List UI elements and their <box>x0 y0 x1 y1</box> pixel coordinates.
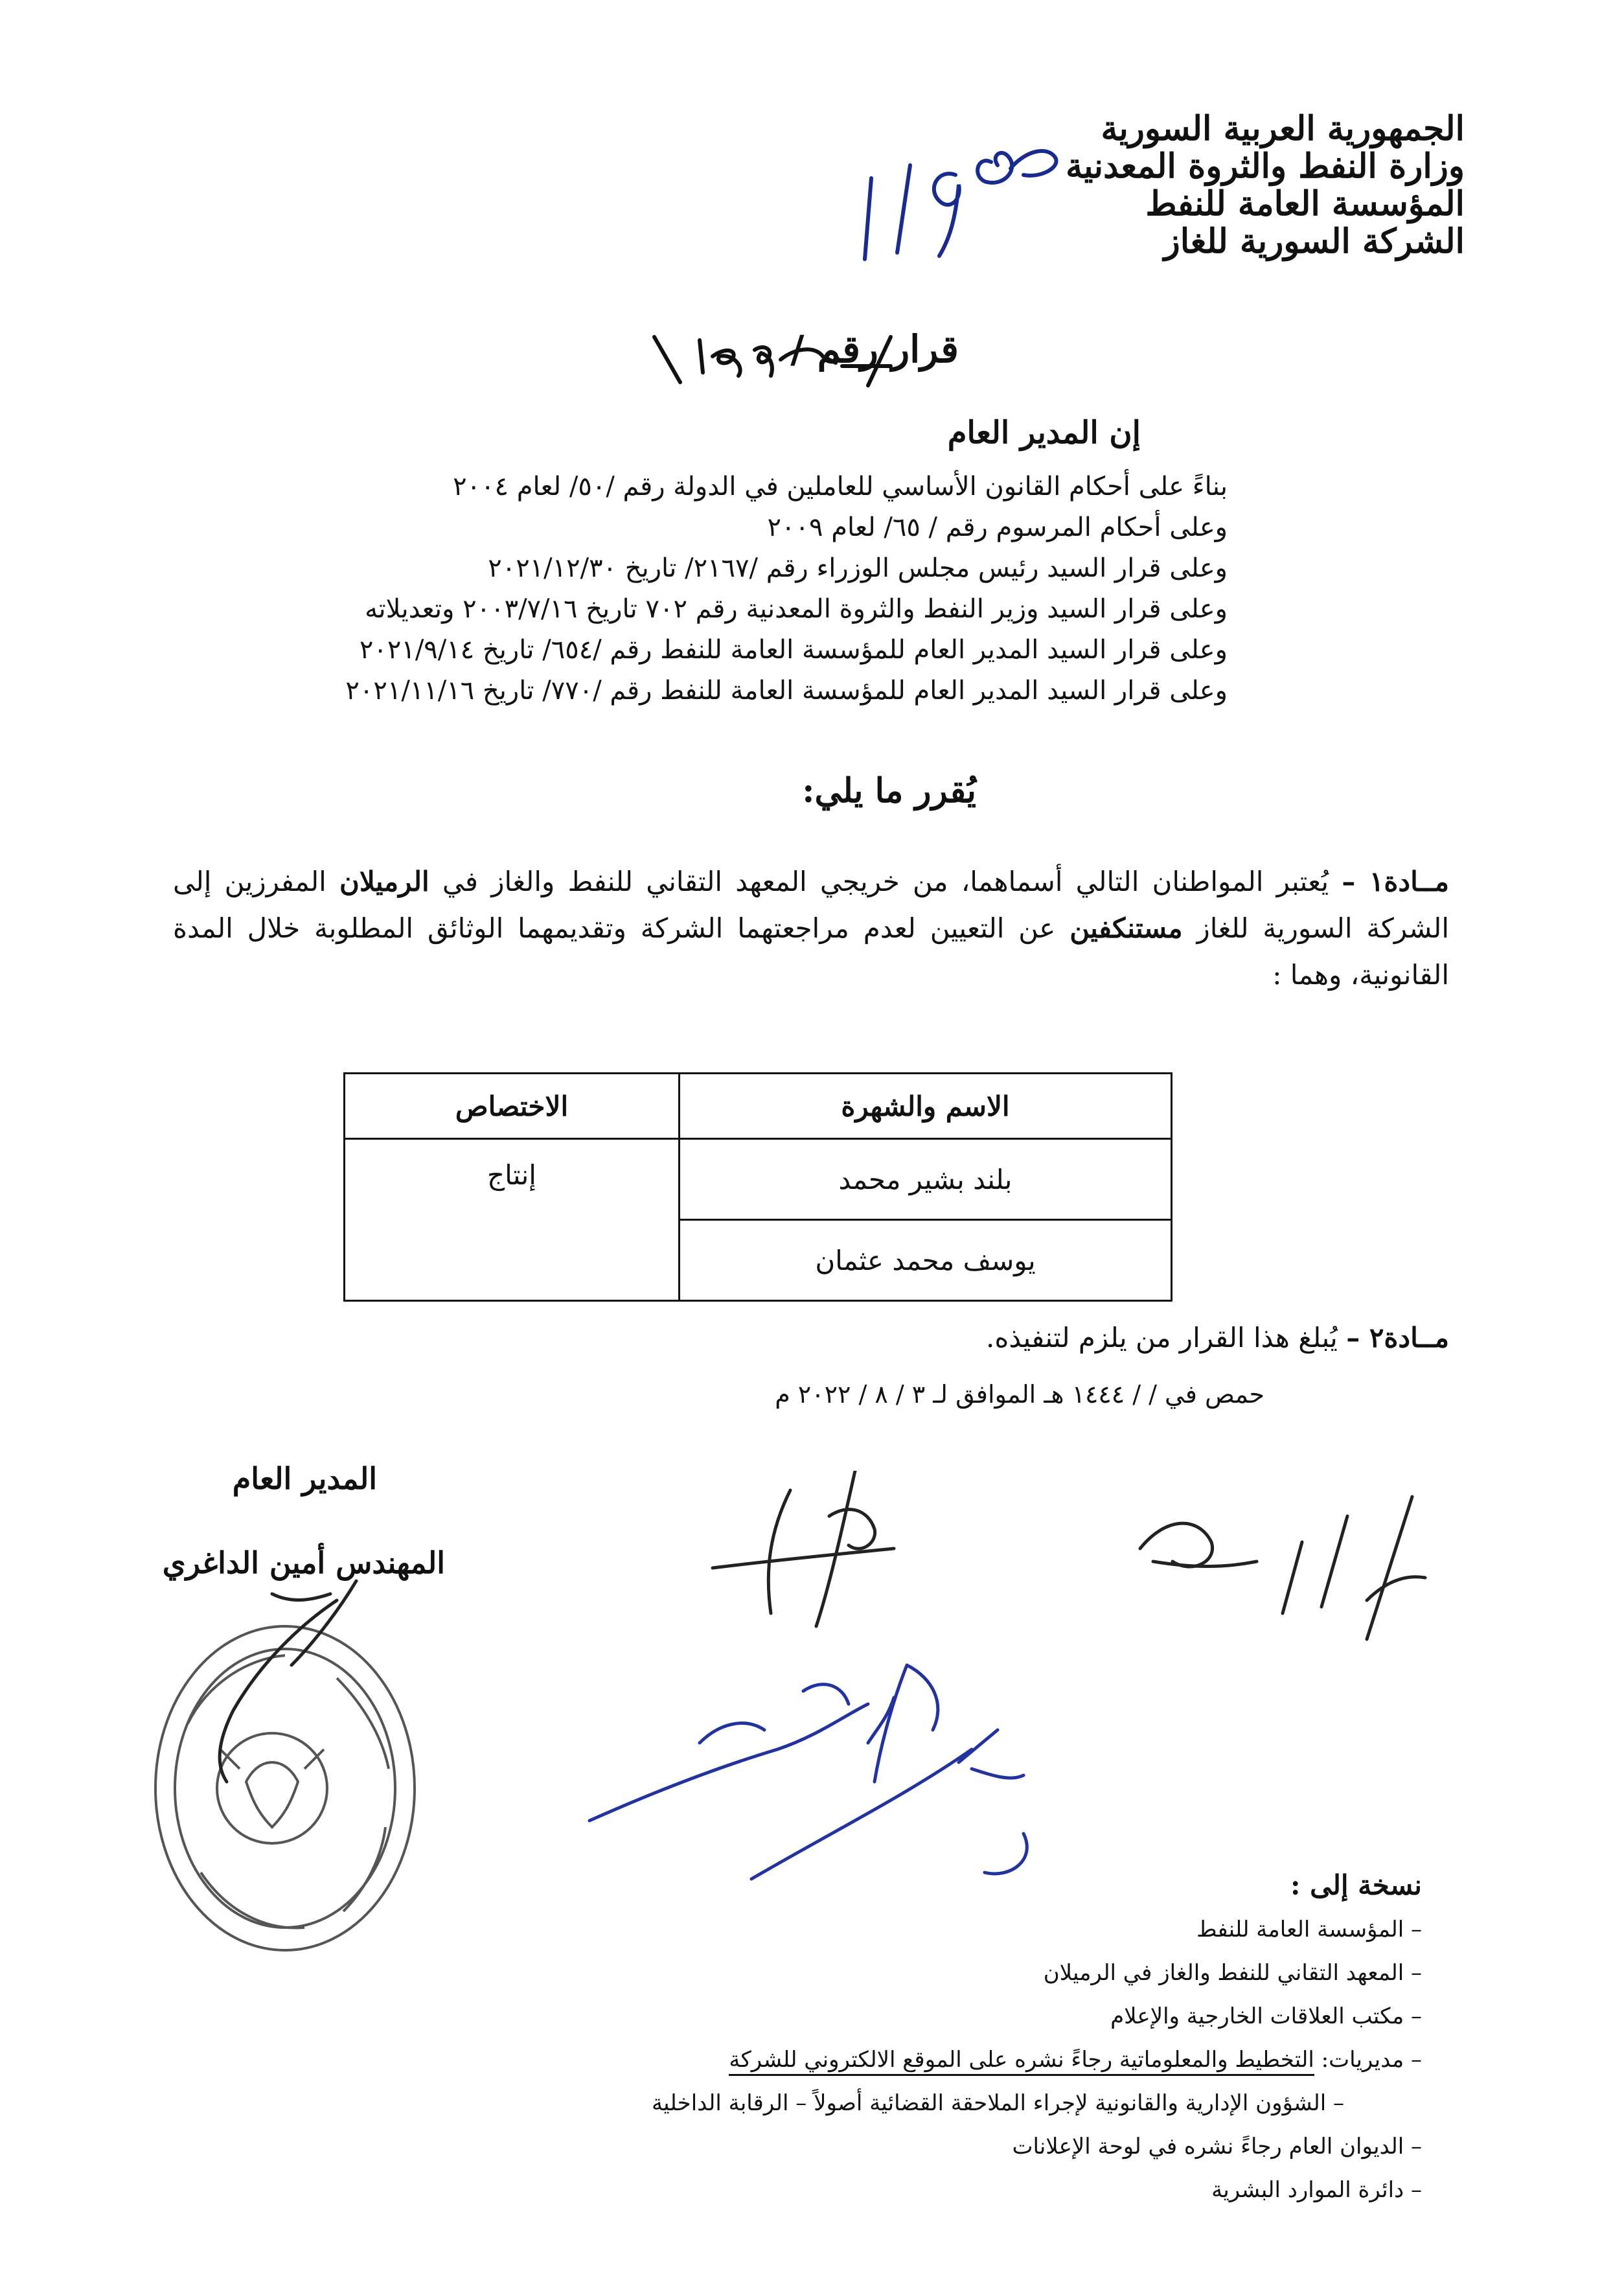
article-1-place: الرميلان <box>339 866 429 897</box>
article-2 <box>986 1322 1449 1353</box>
column-header-name: الاسم والشهرة <box>680 1074 1172 1139</box>
article-2-text: يُبلغ هذا القرار من يلزم لتنفيذه. <box>986 1322 1347 1353</box>
signatory-title: المدير العام <box>232 1461 377 1496</box>
decides-heading: يُقرر ما يلي: <box>802 771 976 811</box>
preamble-line: بناءً على أحكام القانون الأساسي للعاملين في الدولة رقم /٥٠/ لعام ٢٠٠٤ <box>453 472 1228 501</box>
issuer-heading: إن المدير العام <box>947 415 1141 451</box>
list-item: – المعهد التقاني للنفط والغاز في الرميلان <box>1043 1960 1422 1986</box>
table-header-row <box>345 1074 1172 1139</box>
handwritten-annotations <box>570 1471 1490 1911</box>
issue-date: حمص في / / ١٤٤٤ هـ الموافق لـ ٣ / ٨ / ٢٠٢٢ م <box>775 1380 1264 1409</box>
cell-name: بلند بشير محمد <box>680 1139 1172 1220</box>
preamble-line: وعلى قرار السيد المدير العام للمؤسسة العامة للنفط رقم /٦٥٤/ تاريخ ٢٠٢١/٩/١٤ <box>359 635 1228 665</box>
table-row <box>345 1139 1172 1220</box>
cell-name: يوسف محمد عثمان <box>680 1220 1172 1301</box>
copies-heading: نسخة إلى : <box>1290 1869 1422 1901</box>
list-item: – الديوان العام رجاءً نشره في لوحة الإعلانات <box>1012 2134 1422 2160</box>
article-2-label: مــادة٢ – <box>1346 1322 1449 1353</box>
graduates-table <box>343 1072 1172 1302</box>
list-item: – المؤسسة العامة للنفط <box>1196 1917 1422 1942</box>
list-item <box>256 2038 1422 2082</box>
column-header-specialty: الاختصاص <box>345 1074 680 1139</box>
list-item: – دائرة الموارد البشرية <box>1211 2177 1422 2203</box>
letterhead-company: الشركة السورية للغاز <box>1163 222 1465 261</box>
article-1-text: يُعتبر المواطنان التالي أسماهما، من خريجي المعهد التقاني للنفط والغاز في <box>429 866 1342 897</box>
handwritten-incoming-number <box>842 130 1062 266</box>
decision-number-handwritten <box>641 327 900 392</box>
decision-title <box>635 327 959 392</box>
article-1-label: مــادة١ – <box>1342 866 1449 897</box>
preamble-references <box>334 466 1228 711</box>
letterhead-ministry: وزارة النفط والثروة المعدنية <box>1066 146 1465 186</box>
article-1-text: عن التعيين لعدم مراجعتهما الشركة وتقديمهما الوثائق المطلوبة خلال المدة القانونية، وهما : <box>173 912 1449 991</box>
article-1-text: المفرزين إلى الشركة السورية للغاز <box>173 866 1449 944</box>
article-1-status: مستنكفين <box>1069 912 1183 944</box>
preamble-line: وعلى قرار السيد رئيس مجلس الوزراء رقم /٢١٦٧/ تاريخ ٢٠٢١/١٢/٣٠ <box>488 553 1228 583</box>
letterhead <box>1066 109 1465 261</box>
list-item: – الشؤون الإدارية والقانونية لإجراء الملاحقة القضائية أصولاً – الرقابة الداخلية <box>651 2090 1344 2116</box>
letterhead-institution: المؤسسة العامة للنفط <box>1145 184 1465 224</box>
preamble-line: وعلى أحكام المرسوم رقم / ٦٥/ لعام ٢٠٠٩ <box>767 513 1228 542</box>
preamble-line: وعلى قرار السيد المدير العام للمؤسسة العامة للنفط رقم /٧٧٠/ تاريخ ٢٠٢١/١١/١٦ <box>345 676 1228 706</box>
signatory-name: المهندس أمين الداغري <box>162 1545 445 1580</box>
article-1 <box>173 858 1449 998</box>
letterhead-country: الجمهورية العربية السورية <box>1101 109 1465 148</box>
preamble-line: وعلى قرار السيد وزير النفط والثروة المعدنية رقم ٧٠٢ تاريخ ٢٠٠٣/٧/١٦ وتعديلاته <box>365 594 1228 624</box>
decision-label: قرار رقم / <box>790 327 959 371</box>
cell-specialty: إنتاج <box>345 1139 680 1301</box>
directorates-planning: التخطيط والمعلوماتية رجاءً نشره على الموقع الالكتروني للشركة <box>729 2047 1314 2076</box>
directorates-label: – مديريات: <box>1314 2047 1422 2073</box>
copies-list <box>256 1908 1422 2212</box>
list-item: – مكتب العلاقات الخارجية والإعلام <box>1110 2003 1422 2029</box>
